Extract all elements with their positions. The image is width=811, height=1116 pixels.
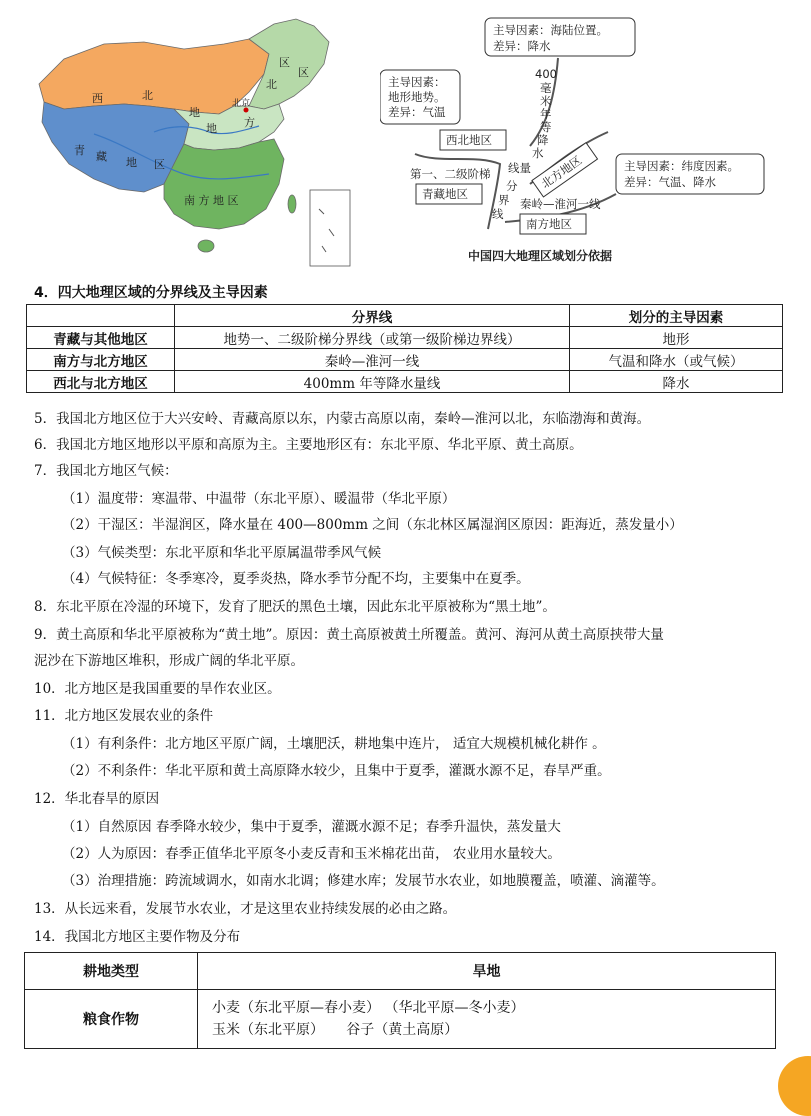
crop-header-left: 耕地类型 bbox=[25, 953, 198, 990]
table-cell: 地形 bbox=[570, 327, 783, 349]
jieti-label-0: 第一、二级阶梯 bbox=[410, 167, 491, 181]
region-box-xibei-label: 西北地区 bbox=[446, 133, 492, 147]
map-label-beifang-1: 北 bbox=[266, 78, 277, 91]
row-head: 青藏与其他地区 bbox=[27, 327, 175, 349]
table-row bbox=[27, 371, 783, 393]
diagram-caption: 中国四大地理区域划分依据 bbox=[468, 249, 613, 263]
diagram-box-haelu-line1: 主导因素：海陆位置。 bbox=[493, 23, 608, 37]
boundary-table-header bbox=[27, 305, 783, 327]
paragraph-line: 14．我国北方地区主要作物及分布 bbox=[34, 929, 241, 945]
line400-label-3: 年 bbox=[540, 107, 552, 121]
boundary-table bbox=[26, 304, 783, 393]
paragraph-line: 12．华北春旱的原因 bbox=[34, 791, 160, 807]
header-cell: 划分的主导因素 bbox=[570, 305, 783, 327]
paragraph-line: （4）气候特征：冬季寒冷，夏季炎热，降水季节分配不均，主要集中在夏季。 bbox=[62, 571, 530, 587]
south-region-shape bbox=[164, 139, 284, 229]
paragraph-line: （2）干湿区：半湿润区，降水量在 400—800mm 之间（东北林区属湿润区原因：距海近，蒸发量小） bbox=[62, 517, 683, 533]
paragraph-line: 5．我国北方地区位于大兴安岭、青藏高原以东，内蒙古高原以南，秦岭—淮河以北，东临渤海和黄海。 bbox=[34, 411, 651, 427]
hainan-island-shape bbox=[198, 240, 214, 252]
map-label-xibei-2: 北 bbox=[142, 89, 153, 102]
paragraph-line: 9．黄土高原和华北平原被称为“黄土地”。原因：黄土高原被黄土所覆盖。黄河、海河从黄土高原挟带大量 bbox=[34, 627, 664, 643]
crop-cell bbox=[198, 990, 776, 1049]
line400-label-2: 米 bbox=[540, 94, 552, 108]
crop-line: 小麦（东北平原—春小麦） （华北平原—冬小麦） bbox=[212, 1000, 525, 1016]
paragraph-line: 6．我国北方地区地形以平原和高原为主。主要地形区有：东北平原、华北平原、黄土高原。 bbox=[34, 437, 583, 453]
crop-table bbox=[24, 952, 776, 1049]
figure-area bbox=[0, 0, 811, 272]
paragraph-line: （2）人为原因：春季正值华北平原冬小麦反青和玉米棉花出苗， 农业用水量较大。 bbox=[62, 846, 561, 862]
crop-table-header bbox=[25, 953, 776, 990]
region-box-qingzang-label: 青藏地区 bbox=[422, 187, 468, 201]
diagram-box-dixing-line3: 差异：气温 bbox=[388, 105, 446, 119]
line400-label-0: 400 bbox=[535, 67, 557, 81]
line400-label-tail: 线量 bbox=[508, 161, 531, 175]
region-box-nanfang-label: 南方地区 bbox=[526, 217, 572, 231]
table-row bbox=[25, 990, 776, 1049]
table-cell: 400mm 年等降水量线 bbox=[175, 371, 570, 393]
table-row bbox=[27, 327, 783, 349]
jieti-label-1: 分 bbox=[506, 179, 518, 193]
paragraph-line: （3）气候类型：东北平原和华北平原属温带季风气候 bbox=[62, 545, 382, 561]
table-cell: 气温和降水（或气候） bbox=[570, 349, 783, 371]
crop-row-label: 粮食作物 bbox=[25, 990, 198, 1049]
diagram-box-dixing-line2: 地形地势。 bbox=[388, 90, 446, 104]
table-cell: 地势一、二级阶梯分界线（或第一级阶梯边界线） bbox=[175, 327, 570, 349]
diagram-box-haelu-line2: 差异：降水 bbox=[493, 39, 551, 53]
map-label-qingzang-2: 藏 bbox=[96, 150, 107, 163]
map-label-xibei-1: 西 bbox=[92, 92, 103, 105]
taiwan-island-shape bbox=[288, 195, 296, 213]
diagram-box-weidu-line1: 主导因素：纬度因素。 bbox=[624, 159, 739, 173]
corner-page-badge bbox=[778, 1056, 811, 1116]
map-label-beifang-4: 区 bbox=[298, 66, 309, 79]
jieti-label-2: 界 bbox=[498, 193, 510, 207]
china-regions-map bbox=[34, 14, 364, 270]
row-head: 南方与北方地区 bbox=[27, 349, 175, 371]
diagram-box-dixing-line1: 主导因素： bbox=[388, 75, 446, 89]
map-label-qingzang-4: 区 bbox=[154, 158, 165, 171]
table-cell: 秦岭—淮河一线 bbox=[175, 349, 570, 371]
crop-header-right: 旱地 bbox=[198, 953, 776, 990]
crop-line: 玉米（东北平原） 谷子（黄土高原） bbox=[212, 1022, 459, 1038]
map-label-xibei-3: 地 bbox=[189, 106, 200, 119]
paragraph-line: （3）治理措施：跨流域调水，如南水北调；修建水库；发展节水农业，如地膜覆盖，喷灌、滴灌等。 bbox=[62, 873, 665, 889]
qinling-label: 秦岭—淮河一线 bbox=[520, 197, 601, 211]
line400-label-5: 降 bbox=[537, 133, 549, 147]
region-box-beifang-label: 北方地区 bbox=[538, 153, 585, 192]
jieti-label-3: 线 bbox=[492, 207, 504, 221]
table-row bbox=[27, 349, 783, 371]
header-cell: 分界线 bbox=[175, 305, 570, 327]
line400-label-6: 水 bbox=[532, 146, 544, 160]
paragraph-line: （1）温度带：寒温带、中温带（东北平原）、暖温带（华北平原） bbox=[62, 491, 456, 507]
line400-label-1: 毫 bbox=[540, 81, 552, 95]
paragraph-line: 泥沙在下游地区堆积，形成广阔的华北平原。 bbox=[34, 653, 304, 669]
paragraph-line: 7．我国北方地区气候： bbox=[34, 463, 178, 479]
paragraph-line: 10．北方地区是我国重要的旱作农业区。 bbox=[34, 681, 281, 697]
map-label-nanfang: 南 方 地 区 bbox=[184, 194, 239, 207]
line400-label-4: 等 bbox=[540, 120, 552, 134]
paragraph-line: （1）自然原因 春季降水较少，集中于夏季，灌溉水源不足；春季升温快，蒸发量大 bbox=[62, 819, 561, 835]
map-label-beijing: 北京 bbox=[232, 99, 251, 109]
map-label-qingzang-3: 地 bbox=[126, 156, 137, 169]
paragraph-line: （1）有利条件：北方地区平原广阔，土壤肥沃，耕地集中连片， 适宜大规模机械化耕作 。 bbox=[62, 736, 606, 752]
map-label-beifang-3: 地 bbox=[206, 122, 217, 135]
division-diagram bbox=[380, 14, 780, 270]
diagram-box-weidu-line2: 差异：气温、降水 bbox=[624, 175, 716, 189]
paragraph-line: 13．从长远来看，发展节水农业，才是这里农业持续发展的必由之路。 bbox=[34, 901, 457, 917]
paragraph-line: （2）不利条件：华北平原和黄土高原降水较少，且集中于夏季，灌溉水源不足，春旱严重。 bbox=[62, 763, 611, 779]
section4-title: 4．四大地理区域的分界线及主导因素 bbox=[34, 285, 268, 301]
south-sea-inset bbox=[310, 190, 350, 266]
map-label-xibei-4: 区 bbox=[279, 56, 290, 69]
row-head: 西北与北方地区 bbox=[27, 371, 175, 393]
map-label-qingzang-1: 青 bbox=[74, 144, 85, 157]
header-cell bbox=[27, 305, 175, 327]
table-cell: 降水 bbox=[570, 371, 783, 393]
paragraph-line: 11．北方地区发展农业的条件 bbox=[34, 708, 214, 724]
paragraph-line: 8．东北平原在冷湿的环境下，发育了肥沃的黑色土壤，因此东北平原被称为“黑土地”。 bbox=[34, 599, 556, 615]
map-label-beifang-2: 方 bbox=[244, 116, 255, 129]
